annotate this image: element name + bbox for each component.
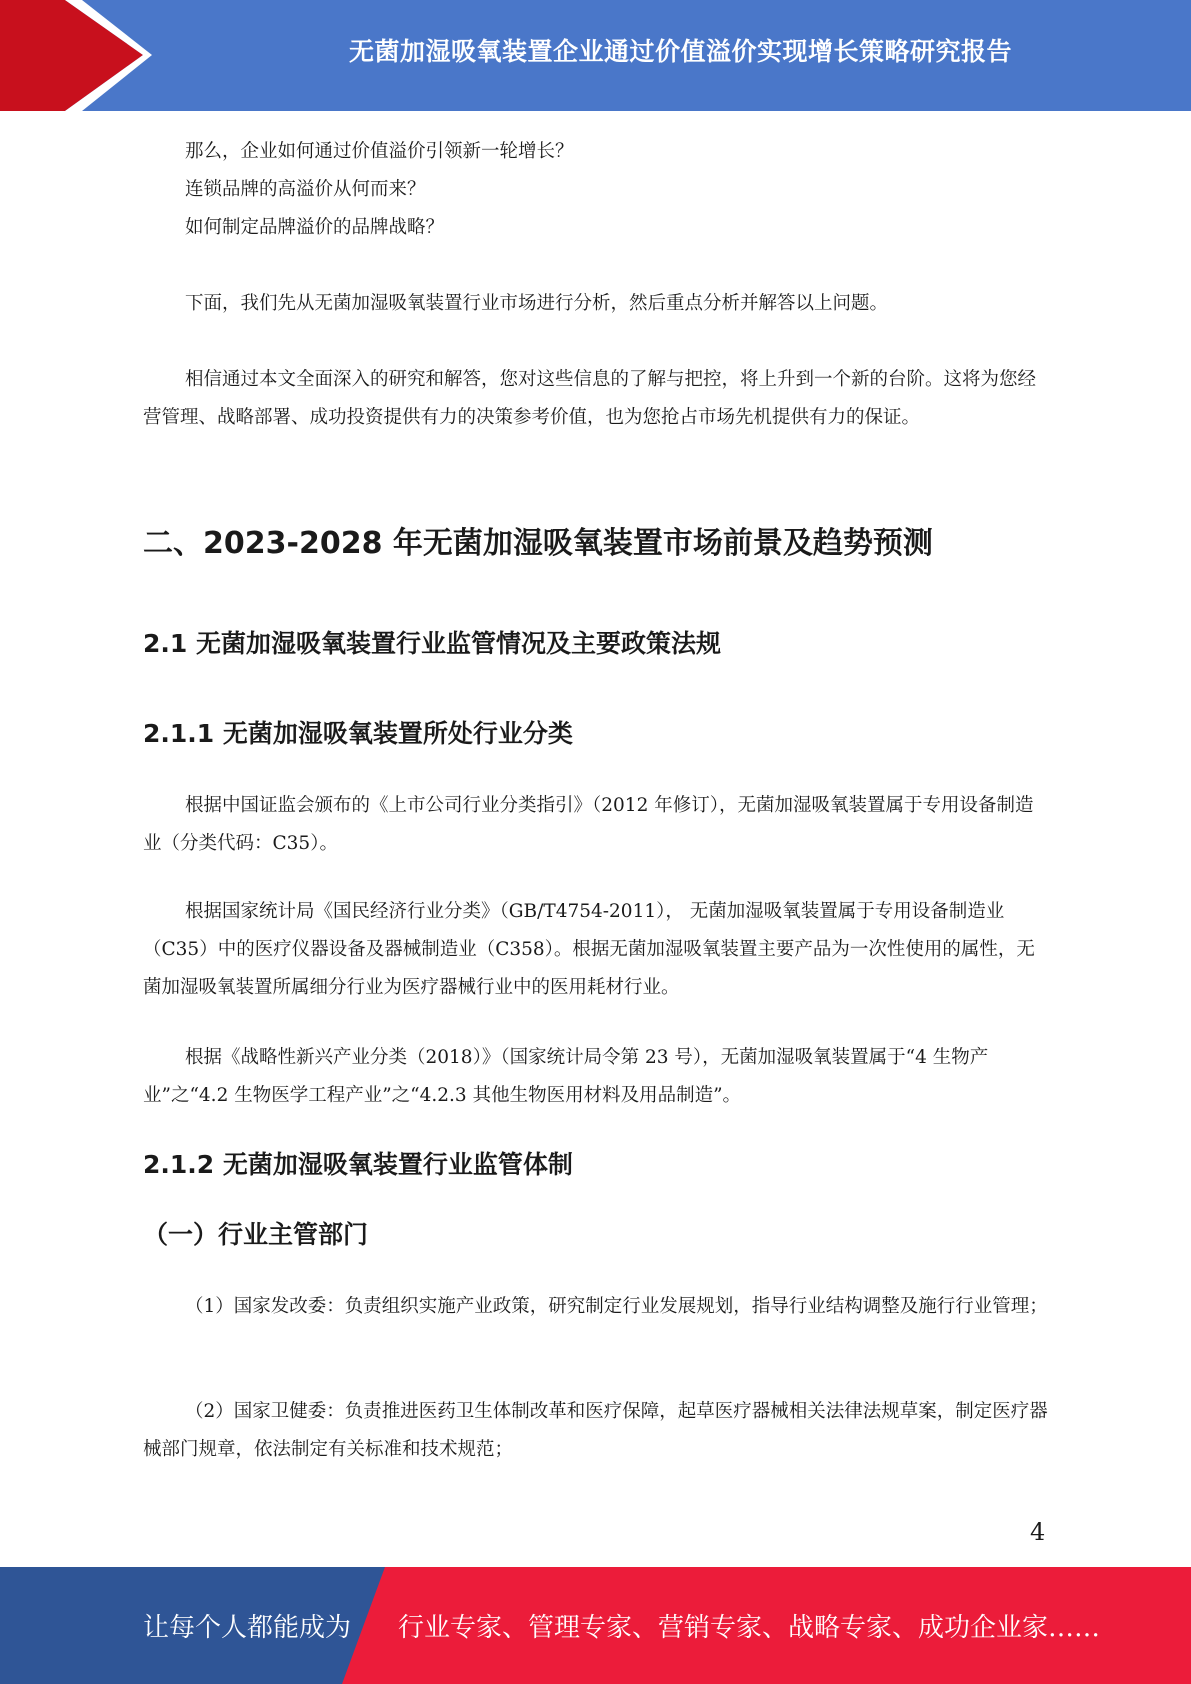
list-item-nhc: （2）国家卫健委：负责推进医药卫生体制改革和医疗保障，起草医疗器械相关法律法规草案，制定医疗器械部门规章，依法制定有关标准和技术规范； [143, 1401, 1048, 1460]
report-title: 无菌加湿吸氧装置企业通过价值溢价实现增长策略研究报告 [348, 37, 1012, 66]
section-2-heading: 二、2023-2028 年无菌加湿吸氧装置市场前景及趋势预测 [143, 526, 933, 561]
paragraph-trust: 相信通过本文全面深入的研究和解答，您对这些信息的了解与把控，将上升到一个新的台阶。这将为您经营管理、战略部署、成功投资提供有力的决策参考价值，也为您抢占市场先机提供有力的保证。 [143, 369, 1037, 428]
question-2: 连锁品牌的高溢价从何而来？ [185, 179, 426, 200]
section-2-1-1-heading: 2.1.1 无菌加湿吸氧装置所处行业分类 [143, 719, 573, 748]
subsection-authority-heading: （一）行业主管部门 [143, 1220, 369, 1249]
header-arrow-decoration [0, 0, 160, 111]
footer-slogan-left: 让每个人都能成为 [143, 1613, 352, 1643]
page-header [0, 0, 1191, 111]
list-item-ndrc: （1）国家发改委：负责组织实施产业政策，研究制定行业发展规划，指导行业结构调整及施行行业管理； [185, 1296, 1048, 1317]
header-red-chevron [0, 0, 143, 111]
page-number: 4 [1030, 1518, 1046, 1546]
question-1: 那么，企业如何通过价值溢价引领新一轮增长？ [185, 141, 574, 162]
paragraph-strategic-classification: 根据《战略性新兴产业分类（2018）》（国家统计局令第 23 号），无菌加湿吸氧装置属于“4 生物产业”之“4.2 生物医学工程产业”之“4.2.3 其他生物医用材料及用品制造”。 [143, 1047, 989, 1106]
paragraph-csrc-classification: 根据中国证监会颁布的《上市公司行业分类指引》（2012 年修订），无菌加湿吸氧装置属于专用设备制造业（分类代码：C35）。 [143, 795, 1034, 854]
page-footer [0, 1567, 1191, 1684]
section-2-1-2-heading: 2.1.2 无菌加湿吸氧装置行业监管体制 [143, 1150, 573, 1179]
paragraph-next-analysis: 下面，我们先从无菌加湿吸氧装置行业市场进行分析，然后重点分析并解答以上问题。 [185, 293, 889, 314]
paragraph-nbs-classification: 根据国家统计局《国民经济行业分类》（GB/T4754-2011）， 无菌加湿吸氧装置属于专用设备制造业（C35）中的医疗仪器设备及器械制造业（C358）。根据无菌加湿吸氧装置主要产品为一次性使用的属性，无菌加湿吸氧装置所属细分行业为医疗器械行业中的医用耗材行业。 [143, 901, 1035, 998]
section-2-1-heading: 2.1 无菌加湿吸氧装置行业监管情况及主要政策法规 [143, 629, 721, 658]
footer-slogan-right: 行业专家、管理专家、营销专家、战略专家、成功企业家…… [398, 1613, 1101, 1643]
question-3: 如何制定品牌溢价的品牌战略？ [185, 217, 445, 238]
